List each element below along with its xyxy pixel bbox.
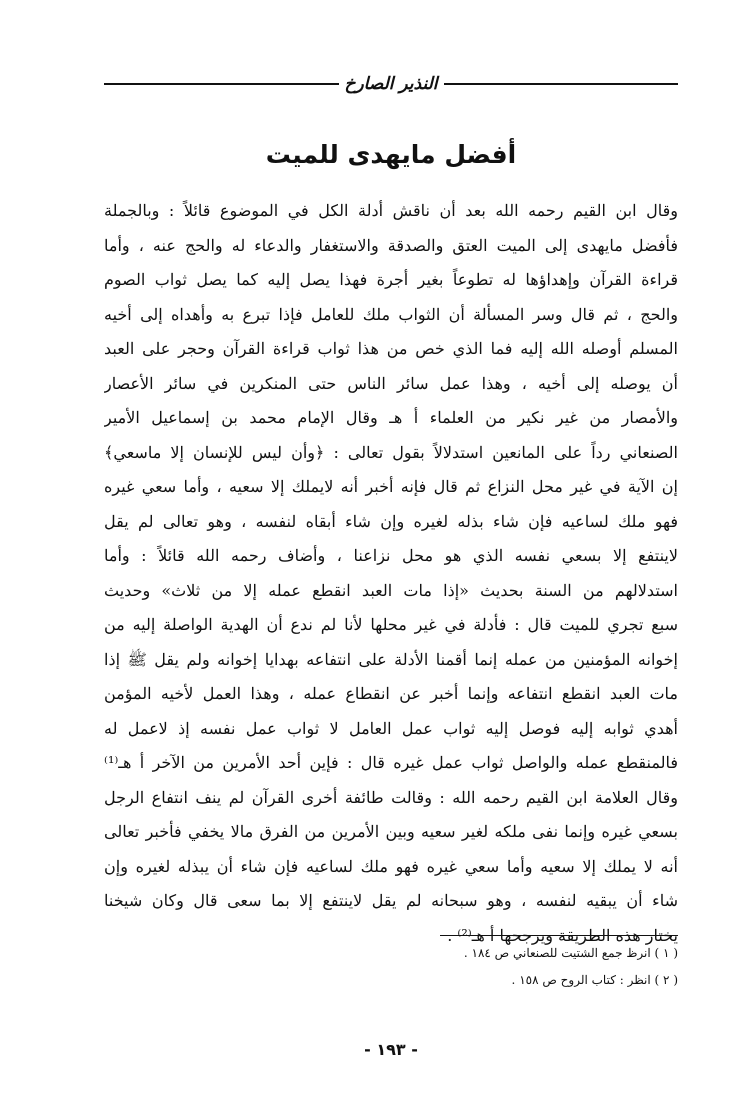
text-line: فهو ملك لساعيه فإن شاء بذله لغيره وإن شاء أبقاه لنفسه ، وهو تعالى لم يقل: [104, 511, 678, 531]
footnote: ( ١ ) انرظ جمع الشتيت للصنعاني ص ١٨٤ .: [463, 946, 678, 960]
text-line: مات العبد انقطع انتفاعه وإنما أخبر عن انقطاع عمله ، وهذا العمل لأخيه المؤمن: [104, 684, 678, 703]
text-line: إخوانه المؤمنين من عمله إنما أقمنا الأدلة على انتفاعه بهدايا إخوانه ولم يقل ﷺ إذا: [104, 649, 678, 669]
text-line: أهدي ثوابه إليه فوصل إليه ثواب عمل العامل لا ثواب عمل نفسه إذ لاعمل له: [104, 718, 678, 738]
chapter-title: أفضل مايهدى للميت: [265, 140, 517, 169]
text-line: أنه لا يملك إلا سعيه وأما سعي غيره فهو ملك لساعيه فإن شاء أن يبذله لغيره وإن: [104, 856, 678, 876]
text-line: والحج ، ثم قال وسر المسألة أن الثواب ملك للعامل فإذا تبرع به وأهداه إلى أخيه: [104, 304, 678, 324]
text-line: بسعي غيره وإنما نفى ملكه لغير سعيه وبين الأمرين من الفرق مالا يخفي فأخبر تعالى: [104, 822, 678, 841]
text-line: أن يوصله إلى أخيه ، وهذا عمل سائر الناس حتى المنكرين في سائر الأعصار: [104, 373, 678, 393]
text-line: شاء أن يبقيه لنفسه ، وهو سبحانه لم يقل لاينتفع إلا بما سعى قال وكان شيخنا: [104, 891, 678, 910]
text-line: فأفضل مايهدى إلى الميت العتق والصدقة والاستغفار والدعاء له والحج عنه ، وأما: [104, 235, 678, 255]
text-line: سبع تجري للميت قال : فأدلة في غير محلها لأنا لم ندع أن الهدية الواصلة إليه من: [104, 615, 678, 634]
footnote: ( ٢ ) انظر : كتاب الروح ص ١٥٨ .: [511, 973, 678, 987]
footnote-divider: [440, 935, 678, 936]
text-line: إن الآية في غير محل النزاع ثم قال فإنه أخبر أنه لايملك إلا سعيه ، وأما سعي غيره: [104, 477, 678, 496]
page-number: - ١٩٣ -: [364, 1040, 418, 1059]
body-text: [104, 194, 678, 953]
header-rule-left: [104, 83, 339, 85]
text-line: استدلالهم من السنة بحديث «إذا مات العبد انقطع عمله إلا من ثلاث» وحديث: [104, 580, 678, 600]
running-header: [104, 66, 678, 102]
text-line: والأمصار من غير نكير من العلماء أ هـ وقال الإمام محمد بن إسماعيل الأمير: [104, 408, 678, 427]
footnotes: [104, 940, 678, 994]
text-line: المسلم أوصله الله إليه فما الذي خص من هذا ثواب قراءة القرآن وحجر على العبد: [104, 339, 678, 358]
text-line: وقال العلامة ابن القيم رحمه الله : وقالت طائفة أخرى القرآن لم ينف انتفاع الرجل: [104, 787, 678, 807]
text-line: فالمنقطع عمله والواصل ثواب عمل غيره قال : فإين أحد الأمرين من الآخر أ هـ⁽¹⁾: [104, 753, 678, 772]
running-header-title: النذير الصارخ: [344, 74, 438, 94]
text-line: قراءة القرآن وإهداؤها له تطوعاً بغير أجرة فهذا يصل إليه كما يصل ثواب الصوم: [104, 270, 678, 289]
text-line: الصنعاني رداً على المانعين استدلالاً بقول تعالى : ﴿وأن ليس للإنسان إلا ماسعي﴾: [104, 442, 678, 462]
text-line: وقال ابن القيم رحمه الله بعد أن ناقش أدلة الكل في الموضوع قائلاً : وبالجملة: [104, 201, 678, 220]
header-rule-right: [444, 83, 679, 85]
text-line: لاينتفع إلا بسعي نفسه الذي هو محل نزاعنا ، وأضاف رحمه الله قائلاً : وأما: [104, 546, 678, 565]
text-line: يختار هذه الطريقة ويرجحها أ هـ⁽²⁾ .: [447, 925, 678, 945]
